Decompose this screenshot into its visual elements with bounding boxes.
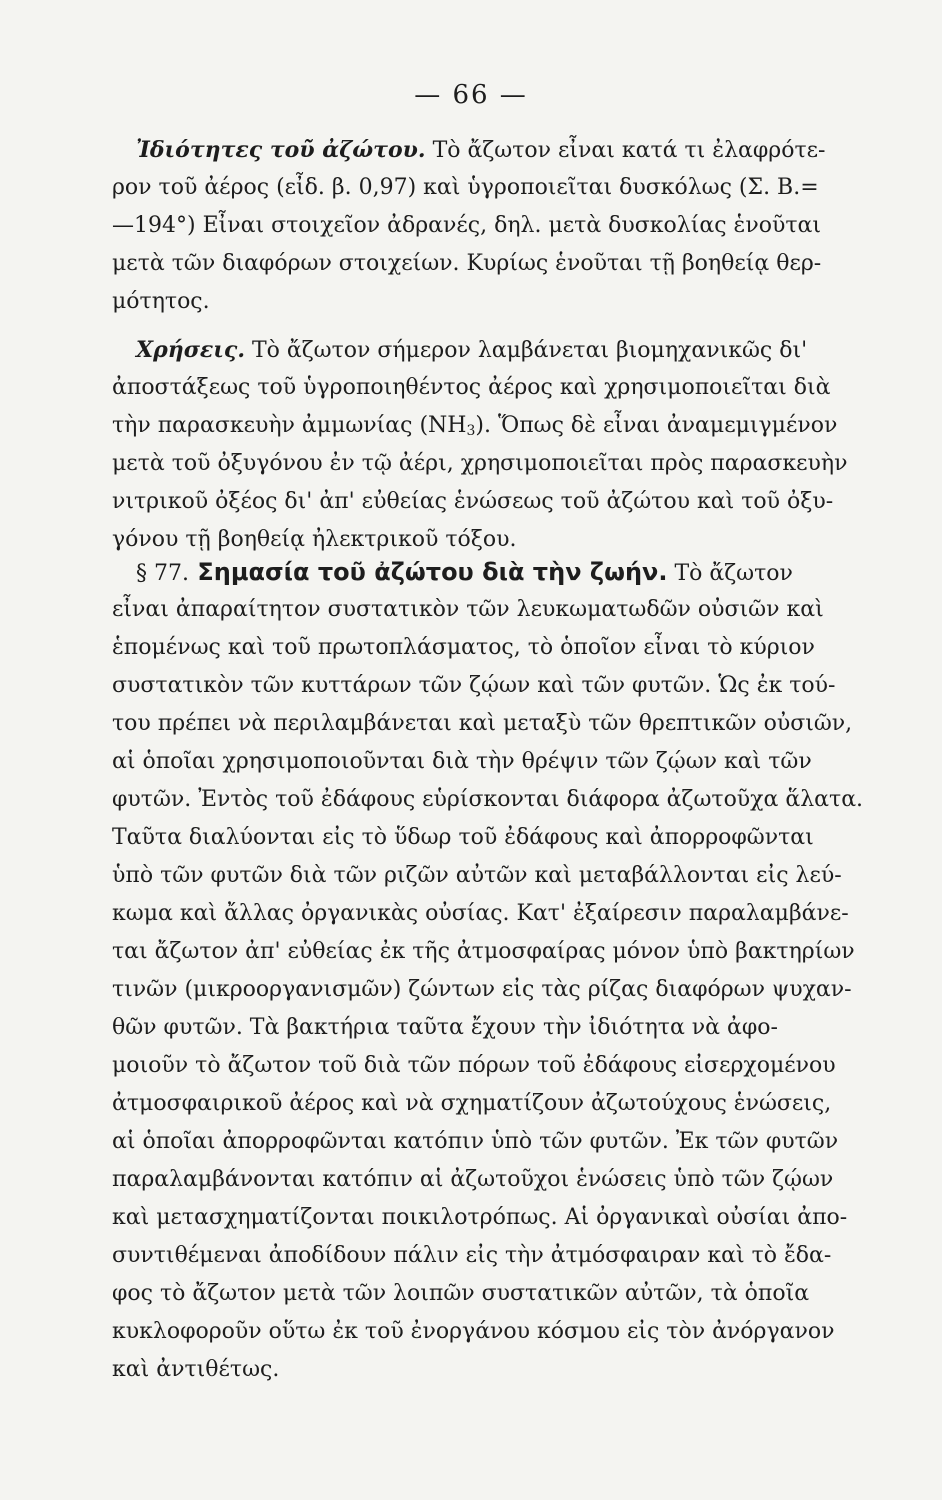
page-number: — 66 — — [414, 80, 528, 110]
subscript: 3 — [466, 423, 476, 439]
text-line: συστατικὸν τῶν κυττάρων τῶν ζῴων καὶ τῶν φυτῶν. Ὡς ἐκ τού- — [112, 673, 836, 698]
text-line: εἶναι ἀπαραίτητον συστατικὸν τῶν λευκωματωδῶν οὐσιῶν καὶ — [112, 597, 824, 622]
section-heading-uses: Χρήσεις. — [136, 337, 245, 363]
text-line: φυτῶν. Ἐντὸς τοῦ ἐδάφους εὑρίσκονται διάφορα ἀζωτοῦχα ἅλατα. — [112, 787, 864, 812]
section-number: § 77. — [136, 561, 189, 586]
text-line: τινῶν (μικροοργανισμῶν) ζώντων εἰς τὰς ρίζας διαφόρων ψυχαν- — [112, 977, 852, 1002]
text-line: κυκλοφοροῦν οὕτω ἐκ τοῦ ἐνοργάνου κόσμου εἰς τὸν ἀνόργανον — [112, 1319, 835, 1344]
text-line: ται ἄζωτον ἀπ' εὐθείας ἐκ τῆς ἀτμοσφαίρας μόνον ὑπὸ βακτηρίων — [112, 939, 855, 964]
text-line: νιτρικοῦ ὀξέος δι' ἀπ' εὐθείας ἑνώσεως τοῦ ἀζώτου καὶ τοῦ ὀξυ- — [112, 489, 834, 514]
text-line: ἑπομένως καὶ τοῦ πρωτοπλάσματος, τὸ ὁποῖον εἶναι τὸ κύριον — [112, 635, 815, 660]
text-line: αἱ ὁποῖαι ἀπορροφῶνται κατόπιν ὑπὸ τῶν φυτῶν. Ἐκ τῶν φυτῶν — [112, 1129, 839, 1154]
text-line: αἱ ὁποῖαι χρησιμοποιοῦνται διὰ τὴν θρέψιν τῶν ζῴων καὶ τῶν — [112, 749, 812, 774]
text-line: του πρέπει νὰ περιλαμβάνεται καὶ μεταξὺ τῶν θρεπτικῶν οὐσιῶν, — [112, 711, 853, 736]
text-line — [112, 131, 902, 169]
uses-paragraph — [112, 331, 902, 559]
section-heading-properties: Ἰδιότητες τοῦ ἀζώτου. — [136, 137, 426, 163]
text-line — [112, 407, 902, 445]
text-line: παραλαμβάνονται κατόπιν αἱ ἀζωτοῦχοι ἑνώσεις ὑπὸ τῶν ζῴων — [112, 1167, 834, 1192]
text-line: μοιοῦν τὸ ἄζωτον τοῦ διὰ τῶν πόρων τοῦ ἐδάφους εἰσερχομένου — [112, 1053, 836, 1078]
text-line: ρον τοῦ ἀέρος (εἶδ. β. 0,97) καὶ ὑγροποιεῖται δυσκόλως (Σ. Β.= — [112, 175, 819, 200]
text-run: Τὸ ἄζωτον — [667, 561, 793, 586]
text-line — [112, 553, 902, 591]
properties-paragraph — [112, 131, 902, 321]
section-heading-77: Σημασία τοῦ ἀζώτου διὰ τὴν ζωήν. — [188, 558, 668, 586]
text-line: συντιθέμεναι ἀποδίδουν πάλιν εἰς τὴν ἀτμόσφαιραν καὶ τὸ ἔδα- — [112, 1243, 832, 1268]
text-run: Τὸ ἄζωτον εἶναι κατά τι ἐλαφρότε- — [425, 138, 826, 163]
text-run: Τὸ ἄζωτον σήμερον λαμβάνεται βιομηχανικῶς δι' — [245, 338, 808, 363]
text-line: θῶν φυτῶν. Τὰ βακτήρια ταῦτα ἔχουν τὴν ἰδιότητα νὰ ἀφο- — [112, 1015, 778, 1040]
text-line: γόνου τῇ βοηθείᾳ ἠλεκτρικοῦ τόξου. — [112, 527, 517, 552]
text-run: τὴν παρασκευὴν ἀμμωνίας (NH — [112, 413, 467, 438]
text-line: μότητος. — [112, 289, 210, 314]
text-line: ἀτμοσφαιρικοῦ ἀέρος καὶ νὰ σχηματίζουν ἀζωτούχους ἑνώσεις, — [112, 1091, 832, 1116]
text-line: φος τὸ ἄζωτον μετὰ τῶν λοιπῶν συστατικῶν αὐτῶν, τὰ ὁποῖα — [112, 1281, 810, 1306]
text-line: μετὰ τοῦ ὀξυγόνου ἐν τῷ ἀέρι, χρησιμοποιεῖται πρὸς παρασκευὴν — [112, 451, 848, 476]
text-line: ὑπὸ τῶν φυτῶν διὰ τῶν ριζῶν αὐτῶν καὶ μεταβάλλονται εἰς λεύ- — [112, 863, 842, 888]
text-line — [112, 331, 902, 369]
text-line: καὶ μετασχηματίζονται ποικιλοτρόπως. Αἱ ὀργανικαὶ οὐσίαι ἀπο- — [112, 1205, 848, 1230]
text-line: —194°) Εἶναι στοιχεῖον ἀδρανές, δηλ. μετὰ δυσκολίας ἑνοῦται — [112, 213, 821, 238]
section-77-paragraph — [112, 553, 902, 1389]
text-line: κωμα καὶ ἄλλας ὀργανικὰς οὐσίας. Κατ' ἐξαίρεσιν παραλαμβάνε- — [112, 901, 849, 926]
text-line: ἀποστάξεως τοῦ ὑγροποιηθέντος ἀέρος καὶ χρησιμοποιεῖται διὰ — [112, 375, 831, 400]
text-line: καὶ ἀντιθέτως. — [112, 1357, 280, 1382]
text-line: μετὰ τῶν διαφόρων στοιχείων. Κυρίως ἑνοῦται τῇ βοηθείᾳ θερ- — [112, 251, 822, 276]
text-run: ). Ὅπως δὲ εἶναι ἀναμεμιγμένον — [475, 413, 838, 438]
text-line: Ταῦτα διαλύονται εἰς τὸ ὕδωρ τοῦ ἐδάφους καὶ ἀπορροφῶνται — [112, 825, 814, 850]
